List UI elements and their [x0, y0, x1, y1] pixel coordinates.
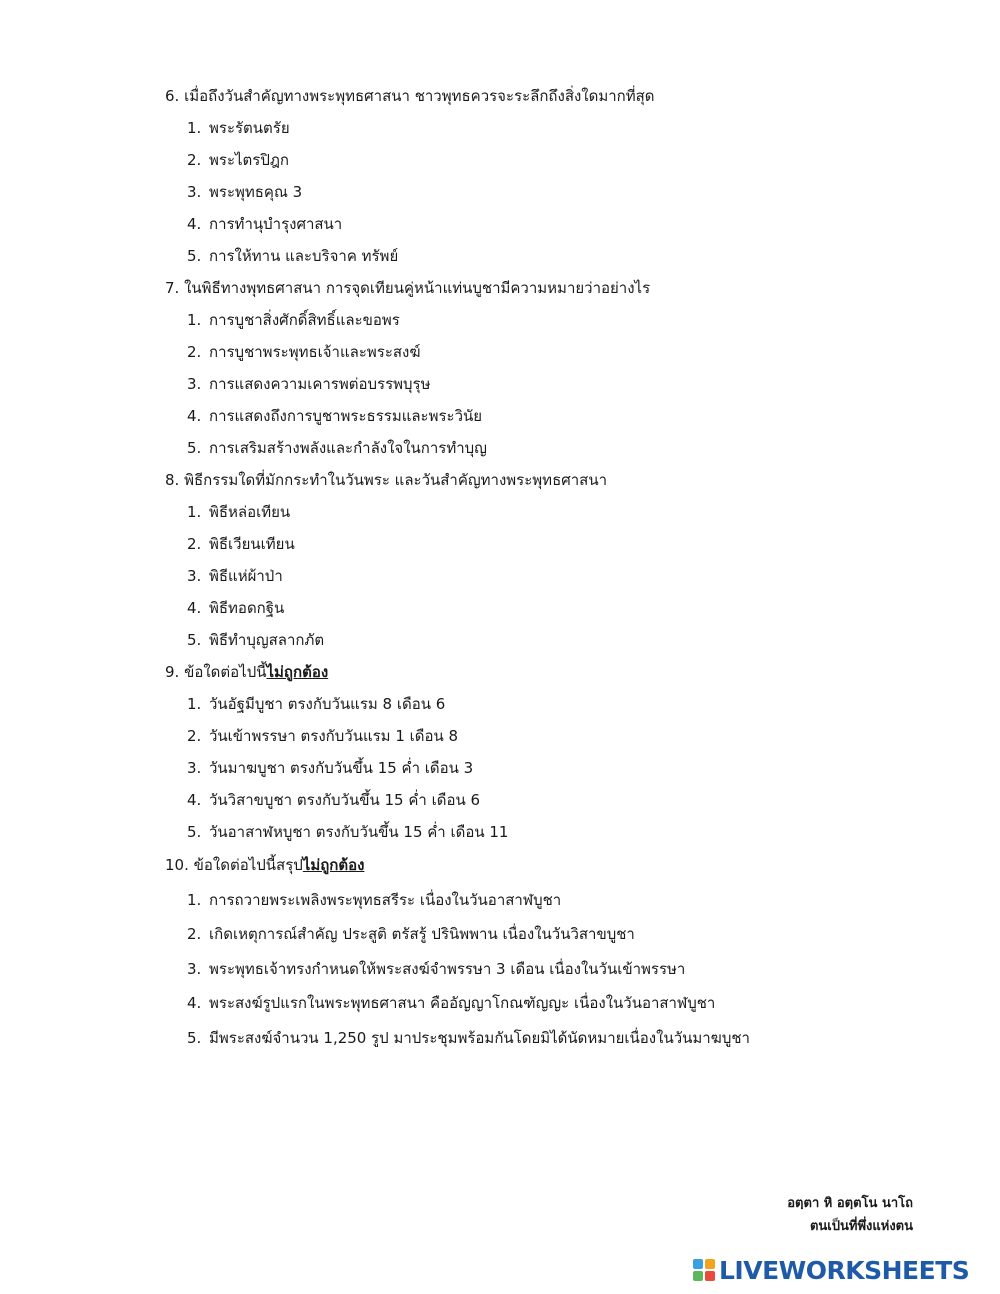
option-number: 2.: [187, 727, 202, 745]
option-6-2[interactable]: [165, 144, 945, 176]
question-text: ในพิธีทางพุทธศาสนา การจุดเทียนคู่หน้าแท่นบูชามีความหมายว่าอย่างไร: [184, 279, 651, 297]
question-9: [165, 656, 945, 688]
option-6-4[interactable]: [165, 208, 945, 240]
option-number: 5.: [187, 1028, 202, 1047]
option-number: 2.: [187, 535, 202, 553]
option-number: 2.: [187, 343, 202, 361]
option-number: 5.: [187, 247, 202, 265]
option-number: 4.: [187, 215, 202, 233]
option-number: 1.: [187, 890, 202, 909]
motto-thai: ตนเป็นที่พึ่งแห่งตน: [809, 1219, 913, 1234]
question-emphasis: ไม่ถูกต้อง: [266, 663, 329, 681]
option-10-1[interactable]: [165, 883, 945, 918]
option-text: พระสงฆ์รูปแรกในพระพุทธศาสนา คืออัญญาโกณฑัญญะ เนื่องในวันอาสาฬบูชา: [209, 994, 716, 1012]
option-text: วันเข้าพรรษา ตรงกับวันแรม 1 เดือน 8: [209, 727, 459, 745]
option-text: การแสดงถึงการบูชาพระธรรมและพระวินัย: [209, 407, 483, 425]
option-number: 2.: [187, 151, 202, 169]
question-text: เมื่อถึงวันสำคัญทางพระพุทธศาสนา ชาวพุทธควรจะระลึกถึงสิ่งใดมากที่สุด: [184, 87, 655, 105]
option-number: 1.: [187, 119, 202, 137]
option-text: พิธีหล่อเทียน: [209, 503, 291, 521]
option-text: เกิดเหตุการณ์สำคัญ ประสูติ ตรัสรู้ ปรินิพพาน เนื่องในวันวิสาขบูชา: [209, 925, 635, 943]
option-text: พระรัตนตรัย: [209, 119, 290, 137]
option-9-1[interactable]: [165, 688, 945, 720]
question-7: [165, 272, 945, 304]
motto: [787, 1192, 913, 1238]
option-10-2[interactable]: [165, 917, 945, 952]
option-text: วันวิสาขบูชา ตรงกับวันขึ้น 15 ค่ำ เดือน 6: [209, 791, 481, 809]
worksheet-content: [165, 80, 945, 1055]
option-9-3[interactable]: [165, 752, 945, 784]
option-number: 3.: [187, 959, 202, 978]
option-text: การแสดงความเคารพต่อบรรพบุรุษ: [209, 375, 431, 393]
logo-square: [705, 1259, 715, 1269]
option-text: การทำนุบำรุงศาสนา: [209, 215, 343, 233]
option-number: 4.: [187, 599, 202, 617]
option-text: พระพุทธคุณ 3: [209, 183, 303, 201]
question-text: ข้อใดต่อไปนี้สรุป: [193, 856, 303, 874]
option-7-2[interactable]: [165, 336, 945, 368]
question-number: 7.: [165, 279, 180, 297]
option-text: พระพุทธเจ้าทรงกำหนดให้พระสงฆ์จำพรรษา 3 เดือน เนื่องในวันเข้าพรรษา: [209, 959, 686, 978]
option-text: การให้ทาน และบริจาค ทรัพย์: [209, 247, 399, 265]
option-number: 4.: [187, 994, 202, 1012]
option-text: พิธีทอดกฐิน: [209, 599, 285, 617]
option-number: 2.: [187, 925, 202, 943]
option-6-3[interactable]: [165, 176, 945, 208]
option-number: 1.: [187, 695, 202, 713]
option-8-5[interactable]: [165, 624, 945, 656]
option-9-2[interactable]: [165, 720, 945, 752]
question-number: 6.: [165, 87, 180, 105]
option-text: วันอัฐมีบูชา ตรงกับวันแรม 8 เดือน 6: [209, 695, 446, 713]
logo-square: [693, 1271, 703, 1281]
option-6-5[interactable]: [165, 240, 945, 272]
option-text: พิธีเวียนเทียน: [209, 535, 295, 553]
option-number: 1.: [187, 503, 202, 521]
option-number: 5.: [187, 439, 202, 457]
option-8-3[interactable]: [165, 560, 945, 592]
question-number: 10.: [165, 856, 189, 874]
option-7-5[interactable]: [165, 432, 945, 464]
question-number: 8.: [165, 471, 180, 489]
question-8: [165, 464, 945, 496]
option-number: 3.: [187, 375, 202, 393]
option-text: การบูชาพระพุทธเจ้าและพระสงฆ์: [209, 343, 421, 361]
question-10: [165, 848, 945, 883]
option-10-4[interactable]: [165, 986, 945, 1021]
option-8-2[interactable]: [165, 528, 945, 560]
option-7-3[interactable]: [165, 368, 945, 400]
option-text: พระไตรปิฎก: [209, 151, 290, 169]
question-text: พิธีกรรมใดที่มักกระทำในวันพระ และวันสำคัญทางพระพุทธศาสนา: [184, 471, 608, 489]
option-text: พิธีทำบุญสลากภัต: [209, 631, 325, 649]
option-text: พิธีแห่ผ้าป่า: [209, 567, 283, 585]
option-7-4[interactable]: [165, 400, 945, 432]
brand-name: LIVEWORKSHEETS: [719, 1255, 970, 1285]
logo-square: [705, 1271, 715, 1281]
option-10-5[interactable]: [165, 1021, 945, 1056]
option-number: 3.: [187, 183, 202, 201]
option-number: 4.: [187, 791, 202, 809]
option-number: 5.: [187, 823, 202, 841]
option-9-4[interactable]: [165, 784, 945, 816]
question-text: ข้อใดต่อไปนี้: [184, 663, 267, 681]
liveworksheets-logo-icon: [693, 1259, 715, 1281]
option-text: การถวายพระเพลิงพระพุทธสรีระ เนื่องในวันอาสาฬบูชา: [209, 890, 562, 909]
option-number: 3.: [187, 567, 202, 585]
option-number: 3.: [187, 759, 202, 777]
option-number: 1.: [187, 311, 202, 329]
liveworksheets-brand[interactable]: [693, 1254, 969, 1286]
option-9-5[interactable]: [165, 816, 945, 848]
option-text: วันมาฆบูชา ตรงกับวันขึ้น 15 ค่ำ เดือน 3: [209, 759, 474, 777]
question-6: [165, 80, 945, 112]
option-7-1[interactable]: [165, 304, 945, 336]
option-8-4[interactable]: [165, 592, 945, 624]
option-8-1[interactable]: [165, 496, 945, 528]
option-text: มีพระสงฆ์จำนวน 1,250 รูป มาประชุมพร้อมกันโดยมิได้นัดหมายเนื่องในวันมาฆบูชา: [209, 1028, 750, 1047]
question-number: 9.: [165, 663, 180, 681]
motto-pali: อตฺตา หิ อตฺตโน นาโถ: [787, 1196, 913, 1211]
option-number: 5.: [187, 631, 202, 649]
question-emphasis: ไม่ถูกต้อง: [302, 856, 365, 874]
option-text: การเสริมสร้างพลังและกำลังใจในการทำบุญ: [209, 439, 487, 457]
option-10-3[interactable]: [165, 952, 945, 987]
option-text: การบูชาสิ่งศักดิ์สิทธิ์และขอพร: [209, 311, 400, 329]
option-text: วันอาสาฬหบูชา ตรงกับวันขึ้น 15 ค่ำ เดือน 11: [209, 823, 509, 841]
option-number: 4.: [187, 407, 202, 425]
logo-square: [693, 1259, 703, 1269]
option-6-1[interactable]: [165, 112, 945, 144]
